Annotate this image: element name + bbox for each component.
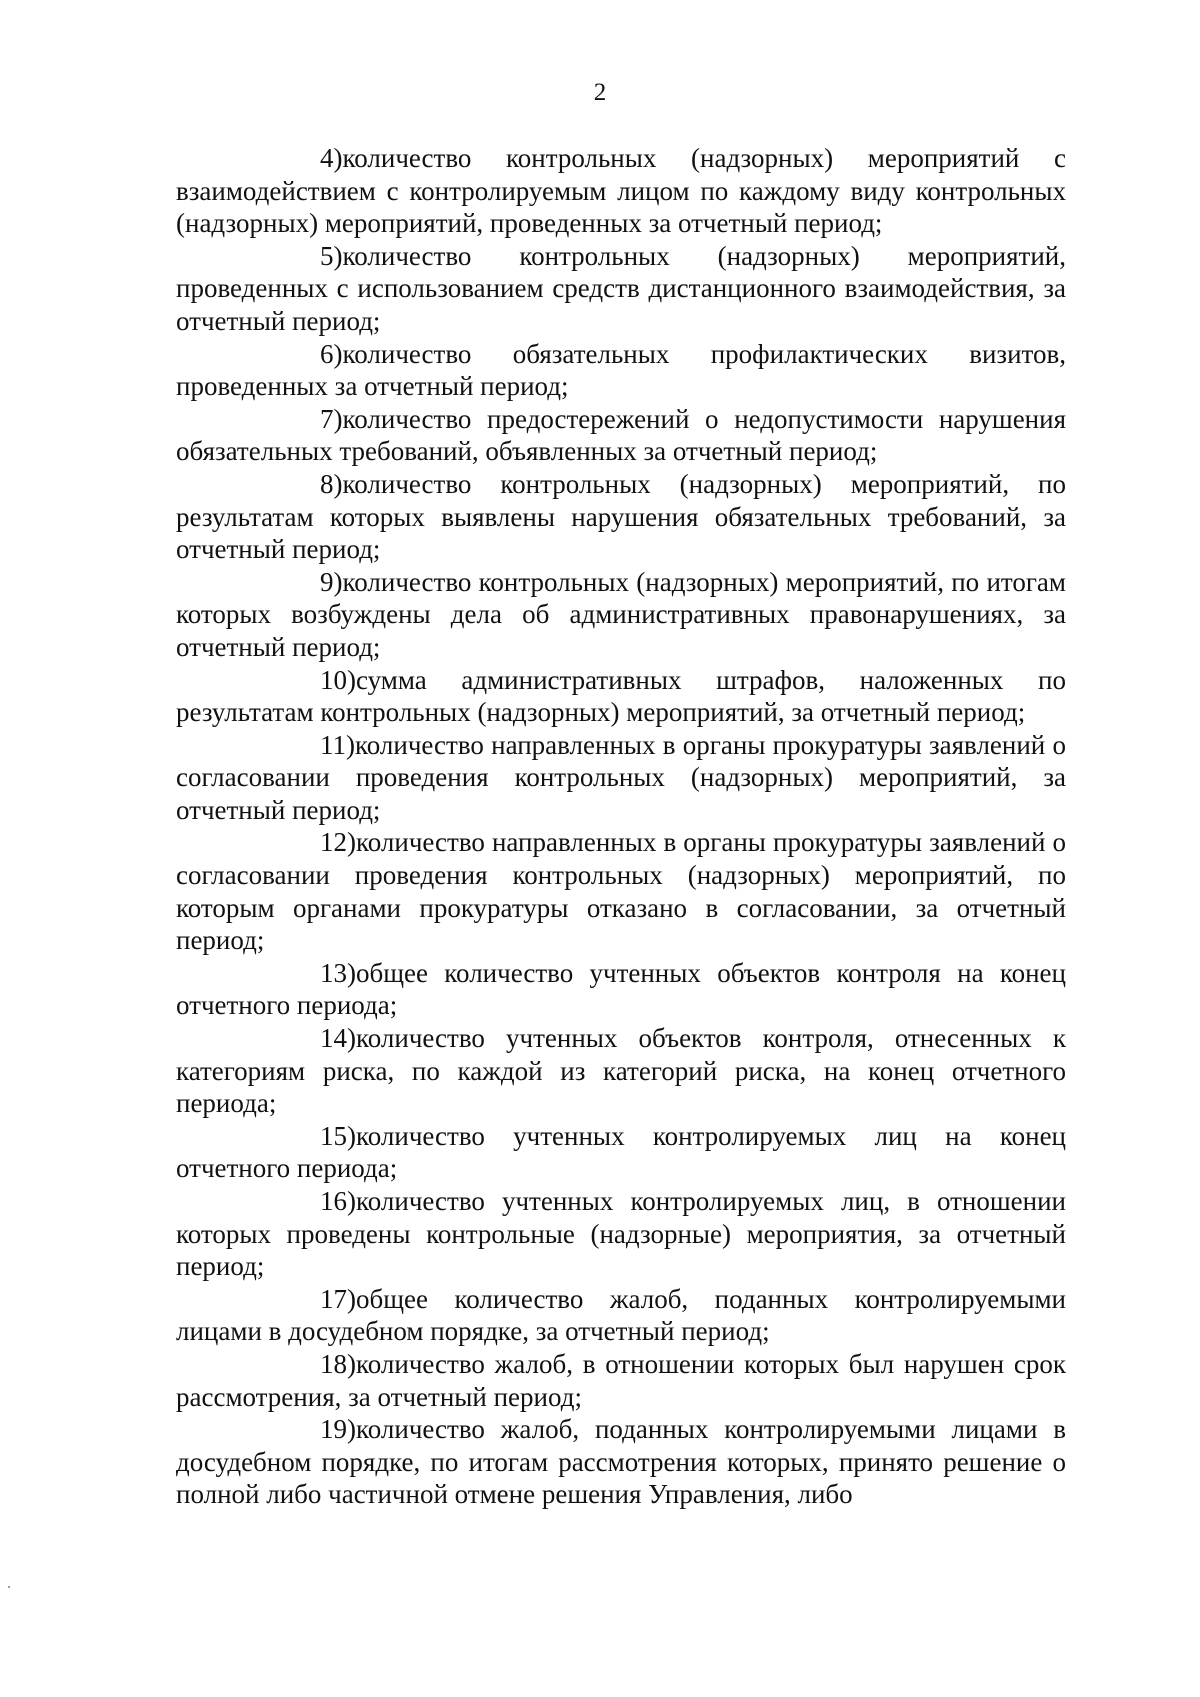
list-item — [176, 1348, 1066, 1413]
item-number: 9) — [320, 566, 343, 597]
list-item — [176, 403, 1066, 468]
list-item — [176, 729, 1066, 827]
item-text: количество направленных в органы прокуратуры заявлений о согласовании проведения контрольных (надзорных) мероприятий, по которым органами прокуратуры отказано в согласовании, за отчетный период; — [176, 827, 1066, 956]
item-text: количество учтенных контролируемых лиц на конец отчетного периода; — [176, 1120, 1066, 1184]
list-item — [176, 664, 1066, 729]
item-text: общее количество жалоб, поданных контролируемыми лицами в досудебном порядке, за отчетный период; — [176, 1283, 1066, 1347]
list-item — [176, 1283, 1066, 1348]
item-text: количество жалоб, поданных контролируемыми лицами в досудебном порядке, по итогам рассмотрения которых, принято решение о полной либо частичной отмене решения Управления, либо — [176, 1414, 1066, 1510]
item-text: количество контрольных (надзорных) мероприятий, проведенных с использованием средств дистанционного взаимодействия, за отчетный период; — [176, 240, 1066, 336]
list-item — [176, 240, 1066, 338]
item-number: 11) — [320, 729, 355, 760]
list-item — [176, 142, 1066, 240]
item-number: 8) — [320, 468, 343, 499]
item-number: 18) — [320, 1348, 356, 1379]
item-text: количество учтенных объектов контроля, отнесенных к категориям риска, по каждой из категорий риска, на конец отчетного периода; — [176, 1023, 1066, 1119]
item-number: 14) — [320, 1023, 356, 1054]
item-text: количество учтенных контролируемых лиц, в отношении которых проведены контрольные (надзорные) мероприятия, за отчетный период; — [176, 1186, 1066, 1282]
item-number: 16) — [320, 1186, 356, 1216]
item-number: 10) — [320, 664, 356, 695]
document-body — [176, 142, 1066, 1511]
list-item — [176, 1120, 1066, 1185]
item-text: количество предостережений о недопустимости нарушения обязательных требований, объявленных за отчетный период; — [176, 403, 1066, 467]
item-number: 15) — [320, 1120, 356, 1151]
item-number: 19) — [320, 1414, 356, 1445]
page-number: 2 — [593, 79, 607, 106]
item-number: 4) — [320, 143, 343, 173]
list-item — [176, 338, 1066, 403]
item-number: 5) — [320, 240, 343, 271]
item-number: 13) — [320, 957, 356, 988]
list-item — [176, 1185, 1066, 1283]
item-number: 6) — [320, 338, 343, 369]
item-text: количество направленных в органы прокуратуры заявлений о согласовании проведения контрольных (надзорных) мероприятий, за отчетный период; — [176, 729, 1066, 825]
item-number: 12) — [320, 827, 356, 858]
item-text: количество контрольных (надзорных) мероприятий, по итогам которых возбуждены дела об административных правонарушениях, за отчетный период; — [176, 566, 1066, 662]
list-item — [176, 566, 1066, 664]
item-text: общее количество учтенных объектов контроля на конец отчетного периода; — [176, 957, 1066, 1021]
list-item — [176, 1022, 1066, 1120]
item-text: количество жалоб, в отношении которых был нарушен срок рассмотрения, за отчетный период; — [176, 1348, 1066, 1412]
scan-artifact — [8, 1586, 10, 1588]
item-number: 17) — [320, 1283, 356, 1314]
item-text: количество обязательных профилактических визитов, проведенных за отчетный период; — [176, 338, 1066, 402]
item-text: количество контрольных (надзорных) мероприятий с взаимодействием с контролируемым лицом по каждому виду контрольных (надзорных) мероприятий, проведенных за отчетный период; — [176, 143, 1066, 239]
item-text: количество контрольных (надзорных) мероприятий, по результатам которых выявлены нарушения обязательных требований, за отчетный период; — [176, 468, 1066, 565]
list-item — [176, 1413, 1066, 1511]
list-item — [176, 957, 1066, 1022]
item-text: сумма административных штрафов, наложенных по результатам контрольных (надзорных) мероприятий, за отчетный период; — [176, 664, 1066, 728]
list-item — [176, 468, 1066, 566]
item-number: 7) — [320, 403, 343, 434]
list-item — [176, 826, 1066, 956]
